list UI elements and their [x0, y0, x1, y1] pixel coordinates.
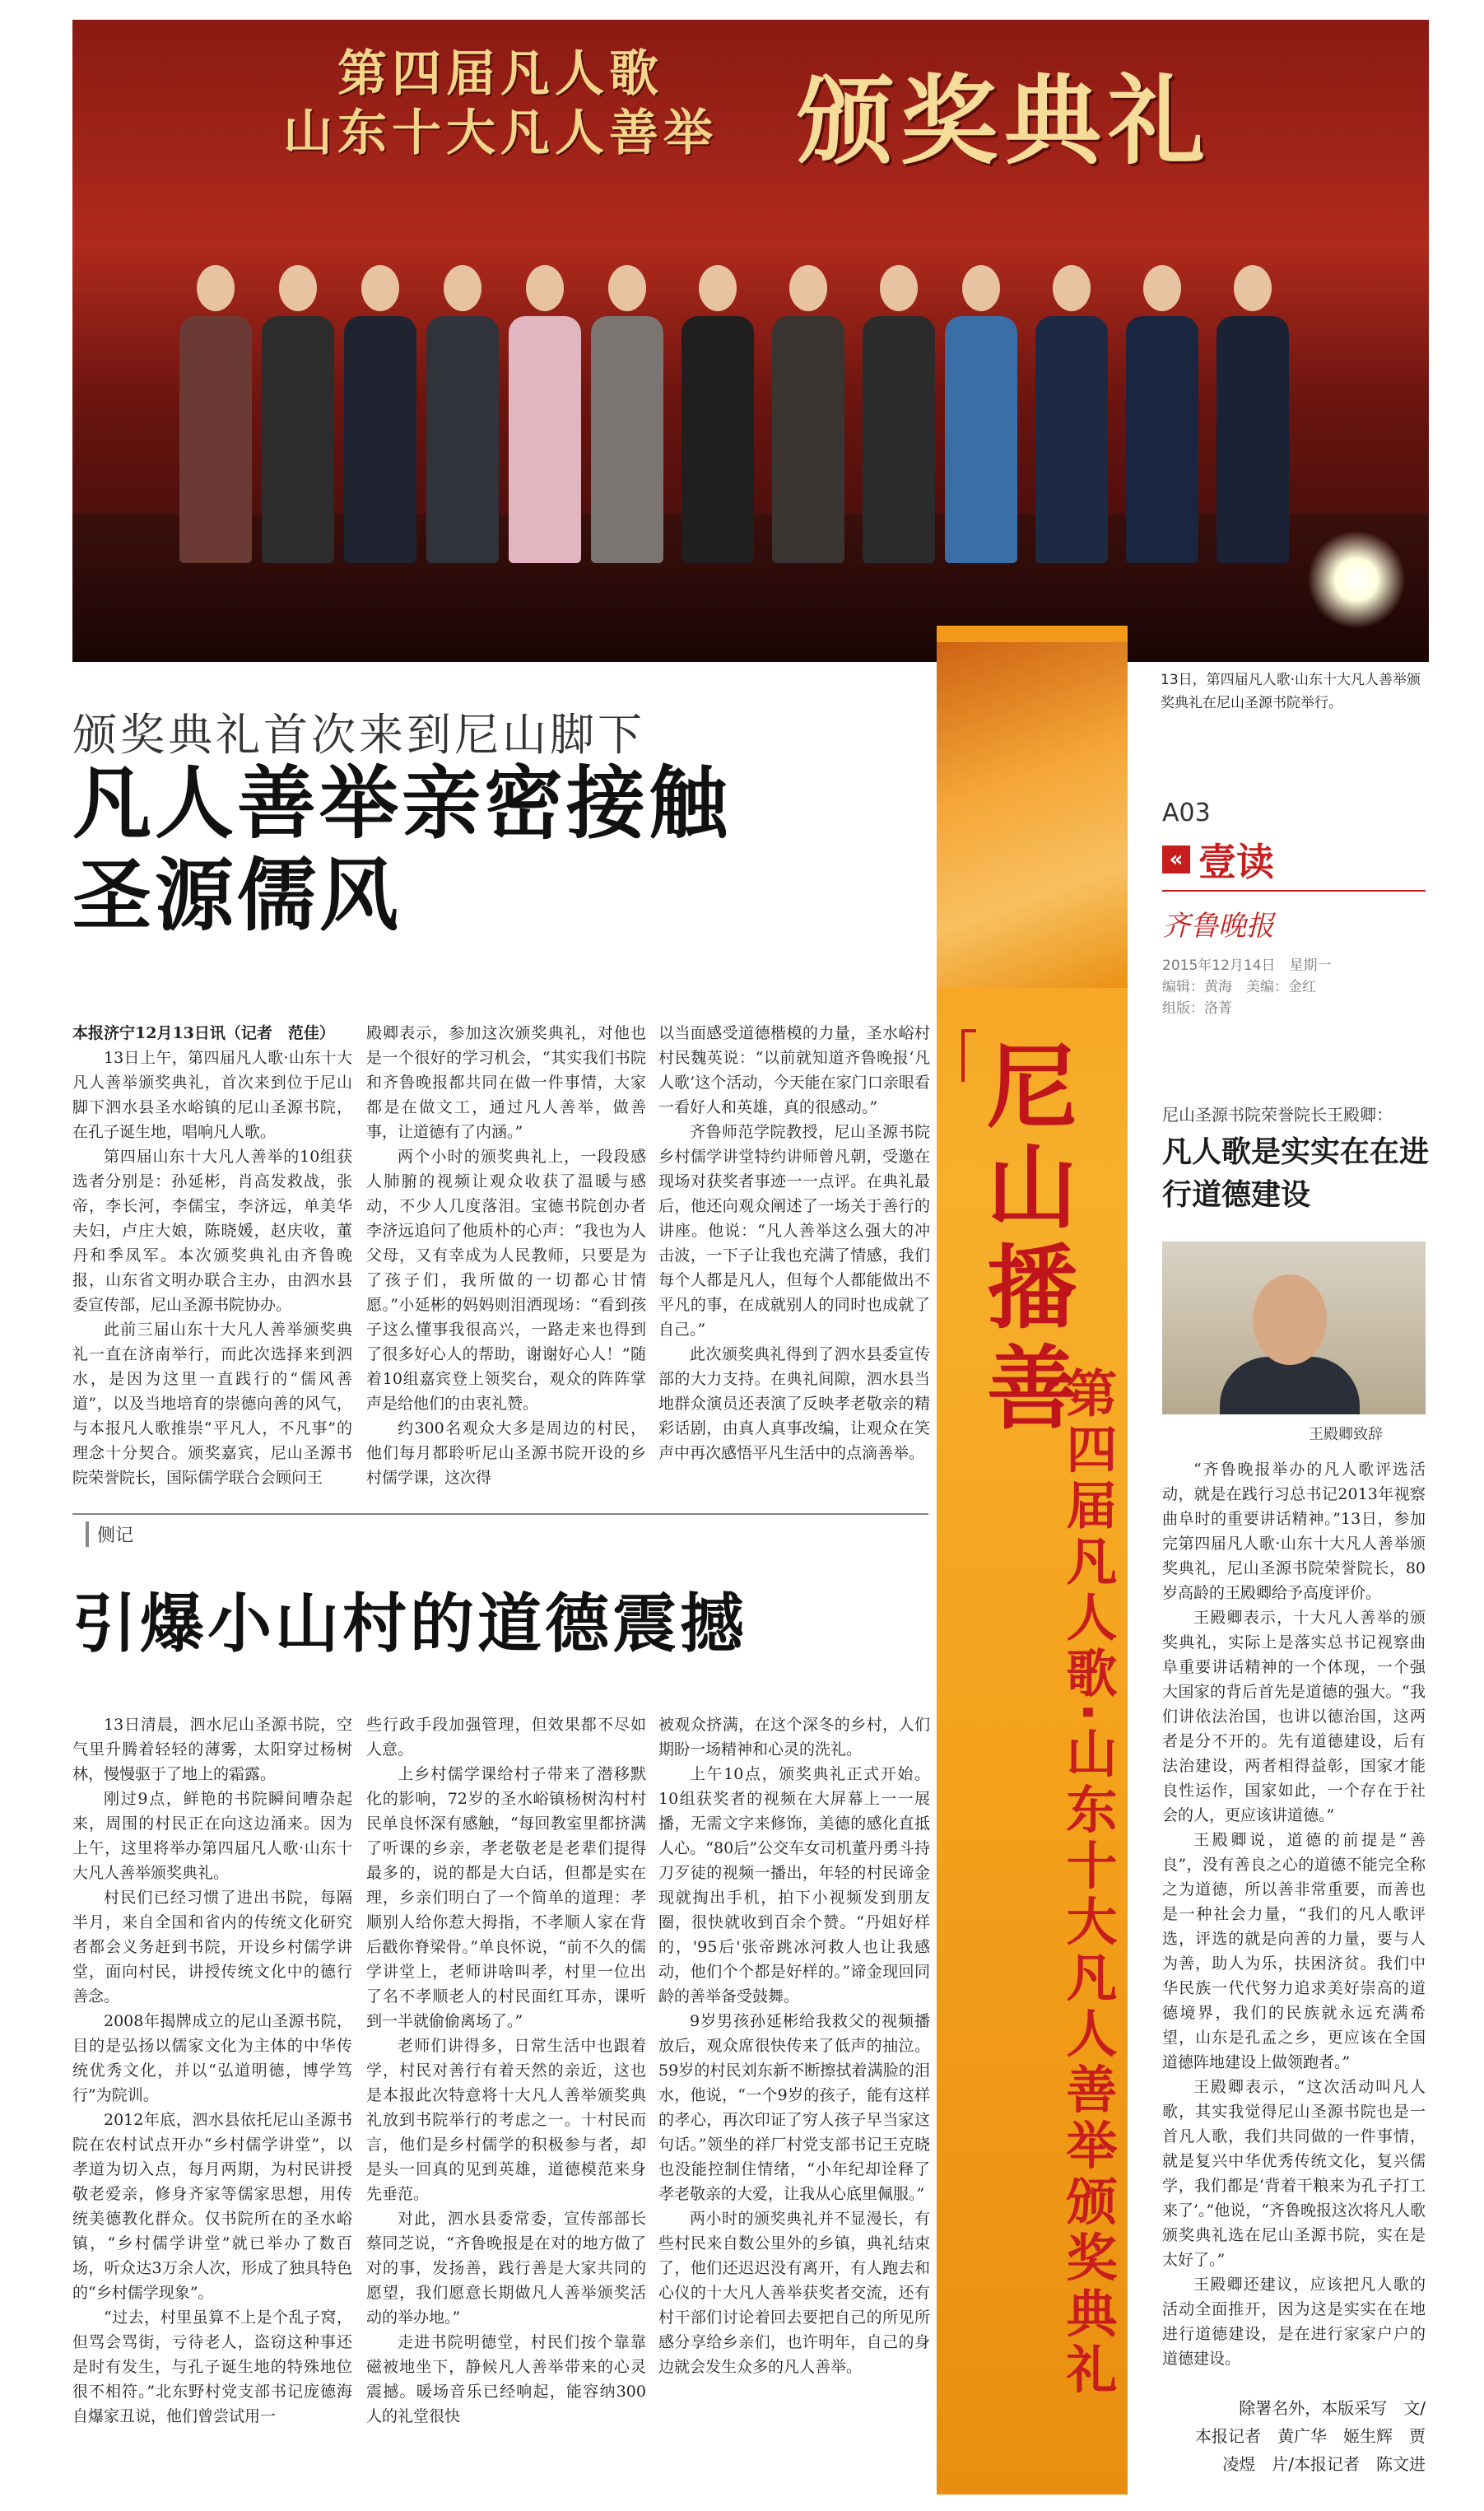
side-paragraph: 些行政手段加强管理，但效果都不尽如人意。	[366, 1716, 646, 1759]
portrait-photo	[1162, 1242, 1426, 1414]
side-paragraph: 村民们已经习惯了进出书院，每隔半月，来自全国和省内的传统文化研究者都会义务赶到书院，开设乡村儒学讲堂，面向村民，讲授传统文化中的德行善念。	[72, 1889, 352, 2006]
side-story-tag: 侧记	[86, 1521, 133, 1547]
stage-banner-right: 颁奖典礼	[797, 63, 1212, 178]
newspaper-logo: 齐鲁晚报	[1162, 910, 1274, 943]
main-column-3	[658, 1021, 930, 1465]
sidebar-headline: 凡人歌是实实在在进行道德建设	[1162, 1135, 1430, 1212]
photo-caption: 13日，第四届凡人歌·山东十大凡人善举颁奖典礼在尼山圣源书院举行。	[1161, 672, 1421, 711]
feature-band	[937, 626, 1128, 2495]
main-paragraph: 此次颁奖典礼得到了泗水县委宣传部的大力支持。在典礼间隙，泗水县当地群众演员还表演了反映孝老敬亲的精彩话剧，由真人真事改编，让观众在笑声中再次感悟平凡生活中的点滴善举。	[658, 1345, 930, 1462]
side-paragraph: 上午10点，颁奖典礼正式开始。10组获奖者的视频在大屏幕上一一展播，无需文字来修饰，美德的感化直抵人心。“80后”公交车女司机董丹勇斗持刀歹徒的视频一播出，年轻的村民谛金现就掏出手机，拍下小视频发到朋友圈，很快就收到百余个赞。“丹姐好样的，'95后'张帝跳冰河救人也让我感动，他们个个都是好样的。”谛金现回同龄的善举备受鼓舞。	[658, 1765, 930, 2006]
main-paragraph: 以当面感受道德楷模的力量，圣水峪村村民魏英说：“以前就知道齐鲁晚报‘凡人歌’这个活动，今天能在家门口亲眼看一看好人和英雄，真的很感动。”	[658, 1024, 930, 1116]
headline-line-2: 圣源儒风	[72, 850, 402, 942]
page-header	[1162, 799, 1426, 1019]
side-paragraph: “过去，村里虽算不上是个乱子窝，但骂会骂街，亏待老人，盗窃这种事还是时有发生，与孔子诞生地的特殊地位很不相符。”北东野村党支部书记庞德海自爆家丑说，他们曾尝试用一	[72, 2308, 352, 2425]
side-column-3	[658, 1712, 930, 2379]
award-ceremony-photo	[72, 20, 1429, 662]
main-column-1	[72, 1021, 352, 1490]
side-paragraph: 2008年揭牌成立的尼山圣源书院，目的是弘扬以儒家文化为主体的中华传统优秀文化，并以“弘道明德，博学笃行”为院训。	[72, 2012, 352, 2104]
sidebar-paragraph: 王殿卿说，道德的前提是“善良”，没有善良之心的道德不能完全称之为道德，所以善非常重要，而善也是一种社会力量，“我们的凡人歌评选，评选的就是向善的力量，要与人为善，助人为乐，扶困济贫。我们中华民族一代代努力追求美好崇高的道德境界，我们的民族就永远充满希望，山东是孔孟之乡，更应该在全国道德阵地建设上做领跑者。”	[1162, 1831, 1426, 2071]
side-story-divider	[72, 1513, 928, 1515]
calligraphy-title	[966, 1034, 1098, 1442]
main-paragraph: 约300名观众大多是周边的村民，他们每月都聆听尼山圣源书院开设的乡村儒学课，这次得	[366, 1419, 646, 1487]
issue-date: 2015年12月14日 星期一	[1162, 957, 1332, 974]
headline-line-1: 凡人善举亲密接触	[72, 757, 731, 850]
section-arrow-icon: «	[1162, 846, 1190, 873]
story-headline	[72, 757, 945, 942]
sidebar-paragraph: 王殿卿表示，十大凡人善举的颁奖典礼，实际上是落实总书记视察曲阜重要讲话精神的一个体现，一个强大国家的背后首先是道德的强大。“我们讲依法治国，也讲以德治国，这两者是分不开的。先有道德建设，后有法治建设，两者相得益彰，国家才能良性运作，国家如此，一个存在于社会的人，更应该讲道德。”	[1162, 1609, 1426, 1824]
side-paragraph: 刚过9点，鲜艳的书院瞬间嘈杂起来，周围的村民正在向这边涌来。因为上午，这里将举办第四届凡人歌·山东十大凡人善举颁奖典礼。	[72, 1790, 352, 1882]
main-paragraph: 13日上午，第四届凡人歌·山东十大凡人善举颁奖典礼，首次来到位于尼山脚下泗水县圣水峪镇的尼山圣源书院，在孔子诞生地，唱响凡人歌。	[72, 1049, 352, 1141]
side-paragraph: 2012年底，泗水县依托尼山圣源书院在农村试点开办“乡村儒学讲堂”，以孝道为切入点，每月两期，为村民讲授敬老爱亲，修身齐家等儒家思想，用传统美德教化群众。仅书院所在的圣水峪镇，“乡村儒学讲堂”就已举办了数百场，听众达3万余人次，形成了独具特色的“乡村儒学现象”。	[72, 2111, 352, 2302]
vertical-title: 第四届凡人歌·山东十大凡人善举颁奖典礼	[1058, 1367, 1118, 2399]
calligraphy-text: 尼山播善	[987, 1034, 1077, 1442]
stage-light	[1307, 530, 1406, 629]
sidebar-paragraph: “齐鲁晚报举办的凡人歌评选活动，就是在践行习总书记2013年视察曲阜时的重要讲话精神。”13日，参加完第四届凡人歌·山东十大凡人善举颁奖典礼，尼山圣源书院荣誉院长，80岁高龄的王殿卿给予高度评价。	[1162, 1460, 1426, 1602]
side-paragraph: 13日清晨，泗水尼山圣源书院，空气里升腾着轻轻的薄雾，太阳穿过杨树林，慢慢驱于了地上的霜露。	[72, 1716, 352, 1783]
side-story-headline: 引爆小山村的道德震撼	[72, 1587, 748, 1661]
sidebar-paragraph: 王殿卿还建议，应该把凡人歌的活动全面推开，因为这是实实在在地进行道德建设，是在进行家家户户的道德建设。	[1162, 2276, 1426, 2368]
side-paragraph: 两小时的颁奖典礼并不显漫长，有些村民来自数公里外的乡镇，典礼结束了，他们还迟迟没有离开，有人跑去和心仪的十大凡人善举获奖者交流，还有村干部们讨论着回去要把自己的所见所感分享给乡亲们，也许明年，自己的身边就会发生众多的凡人善举。	[658, 2210, 930, 2376]
band-photo	[937, 642, 1128, 988]
sidebar-body	[1162, 1457, 1426, 2371]
stage-banner-left	[138, 44, 863, 163]
sidebar-paragraph: 王殿卿表示，“这次活动叫凡人歌，其实我觉得尼山圣源书院也是一首凡人歌，我们共同做的一件事情，就是复兴中华优秀传统文化，复兴儒学，我们都是‘背着干粮来为孔子打工来了’。”他说，“齐鲁晚报这次将凡人歌颁奖典礼选在尼山圣源书院，实在是太好了。”	[1162, 2078, 1426, 2269]
banner-line-2: 山东十大凡人善举	[283, 105, 718, 162]
section-name: 壹读	[1198, 840, 1274, 884]
side-paragraph: 走进书院明德堂，村民们按个靠靠磁被地坐下，静候凡人善举带来的心灵震撼。暖场音乐已经响起，能容纳300人的礼堂很快	[366, 2333, 646, 2425]
side-paragraph: 9岁男孩孙延彬给我救父的视频播放后，观众席很快传来了低声的抽泣。59岁的村民刘东新不断擦拭着满脸的泪水，他说，“一个9岁的孩子，能有这样的孝心，再次印证了穷人孩子早当家这句话。”领坐的祥厂村党支部书记王克晓也没能控制住情绪，“小年纪却诠释了孝老敬亲的大爱，让我从心底里佩服。”	[658, 2012, 930, 2203]
main-paragraph: 两个小时的颁奖典礼上，一段段感人肺腑的视频让观众收获了温暖与感动，不少人几度落泪。宝德书院创办者李济远追问了他质朴的心声：“我也为人父母，又有幸成为人民教师，只要是为了孩子们，我所做的一切都心甘情愿。”小延彬的妈妈则泪洒现场：“看到孩子这么懂事我很高兴，一路走来也得到了很多好心人的帮助，谢谢好心人！”随着10组嘉宾登上领奖台，观众的阵阵掌声是给他们的由衷礼赞。	[366, 1148, 646, 1413]
dateline: 本报济宁12月13日讯（记者 范佳）	[72, 1024, 335, 1042]
banner-line-1: 第四届凡人歌	[337, 45, 663, 103]
page-meta	[1162, 955, 1426, 1019]
byline-line: 本报记者 黄广华 姬生辉 贾	[1195, 2426, 1426, 2446]
byline	[1162, 2394, 1426, 2478]
main-paragraph: 第四届山东十大凡人善举的10组获选者分别是：孙延彬，肖高发救战，张帝，李长河，李儒宝，李济远，单美华夫妇，卢庄大娘，陈晓媛，赵庆收，董丹和季凤军。本次颁奖典礼由齐鲁晚报，山东省文明办联合主办，由泗水县委宣传部，尼山圣源书院协办。	[72, 1148, 352, 1314]
section-bar	[1162, 832, 1426, 892]
side-paragraph: 上乡村儒学课给村子带来了潜移默化的影响，72岁的圣水峪镇杨树沟村村民单良怀深有感触，“每回教室里都挤满了听课的乡亲，孝老敬老是老辈们提得最多的，说的都是大白话，但都是实在理，乡亲们明白了一个简单的道理：孝顺别人给你惹大拇指，不孝顺人家在背后戳你脊梁骨。”单良怀说，“前不久的儒学讲堂上，老师讲啥叫孝，村里一位出了名不孝顺老人的村民面红耳赤，课听到一半就偷偷离场了。”	[366, 1765, 646, 2030]
side-column-2	[366, 1712, 646, 2429]
side-paragraph: 老师们讲得多，日常生活中也跟着学，村民对善行有着天然的亲近，这也是本报此次特意将十大凡人善举颁奖典礼放到书院举行的考虑之一。十村民而言，他们是乡村儒学的积极参与者，却是头一回真的见到英雄，道德模范来身先垂范。	[366, 2037, 646, 2203]
side-paragraph: 对此，泗水县委常委，宣传部部长蔡同芝说，“齐鲁晚报是在对的地方做了对的事，发扬善，践行善是大家共同的愿望，我们愿意长期做凡人善举颁奖活动的举办地。”	[366, 2210, 646, 2327]
side-column-1	[72, 1712, 352, 2429]
byline-line: 凌煜 片/本报记者 陈文进	[1222, 2454, 1426, 2474]
side-paragraph: 被观众挤满，在这个深冬的乡村，人们期盼一场精神和心灵的洗礼。	[658, 1716, 930, 1759]
main-paragraph: 齐鲁师范学院教授，尼山圣源书院乡村儒学讲堂特约讲师曾凡朝，受邀在现场对获奖者事迹一一点评。在典礼最后，他还向观众阐述了一场关于善行的讲座。他说：“凡人善举这么强大的冲击波，一下子让我也充满了情感，我们每个人都是凡人，但每个人都能做出不平凡的事，在成就别人的同时也成就了自己。”	[658, 1123, 930, 1339]
main-paragraph: 此前三届山东十大凡人善举颁奖典礼一直在济南举行，而此次选择来到泗水，是因为这里一直践行的“儒风善道”，以及当地培育的崇德向善的风气，与本报凡人歌推崇“平凡人，不凡事”的理念十分契合。颁奖嘉宾，尼山圣源书院荣誉院长，国际儒学联合会顾问王	[72, 1321, 352, 1487]
story-kicker: 颁奖典礼首次来到尼山脚下	[72, 709, 645, 761]
page-number: A03	[1162, 799, 1211, 827]
main-column-2	[366, 1021, 646, 1490]
portrait-caption: 王殿卿致辞	[1309, 1426, 1383, 1443]
layout-credit: 组版：洛菁	[1162, 1000, 1232, 1017]
main-paragraph: 殿卿表示，参加这次颁奖典礼，对他也是一个很好的学习机会，“其实我们书院和齐鲁晚报都共同在做一件事情，大家都是在做文工，通过凡人善举，做善事，让道德有了内涵。”	[366, 1024, 646, 1141]
sidebar-kicker: 尼山圣源书院荣誉院长王殿卿：	[1162, 1105, 1393, 1125]
byline-line: 除署名外，本版采写 文/	[1239, 2398, 1426, 2418]
editors: 编辑：黄海 美编：金红	[1162, 979, 1316, 995]
